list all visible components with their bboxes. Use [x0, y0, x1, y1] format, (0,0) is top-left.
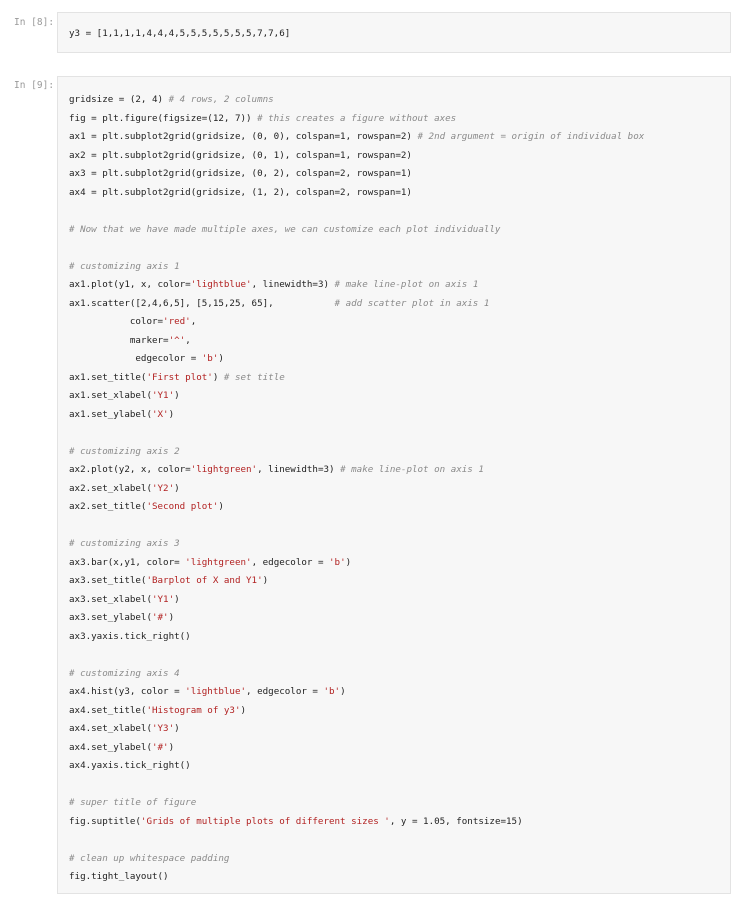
code-token: ax1.set_xlabel( — [69, 390, 152, 401]
code-line — [69, 702, 246, 720]
code-line — [69, 794, 196, 812]
code-token: y3 = [1,1,1,1,4,4,4,5,5,5,5,5,5,5,7,7,6] — [69, 28, 291, 39]
code-token: fig = plt.figure(figsize=(12, 7)) — [69, 112, 258, 124]
code-token: , edgecolor = — [251, 556, 330, 568]
code-line — [69, 554, 351, 572]
code-line — [69, 443, 180, 461]
code-token: ) — [168, 741, 175, 753]
code-token: ax3.set_xlabel( — [69, 593, 152, 605]
code-line — [69, 91, 274, 109]
code-token: gridsize = (2, 4) — [69, 94, 169, 105]
code-token: ) — [218, 501, 224, 512]
code-comment: # add scatter plot in axis 1 — [334, 297, 490, 309]
code-token: marker= — [69, 334, 169, 346]
code-line — [69, 350, 224, 368]
code-token: , — [190, 316, 197, 327]
code-token: ax3 = plt.subplot2grid(gridsize, (0, 2), colspan=2, rowspan=1) — [69, 168, 412, 179]
code-token: ax1.plot(y1, x, color= — [69, 279, 191, 290]
code-line — [69, 665, 180, 683]
code-token: ax4.set_ylabel( — [69, 741, 152, 753]
code-comment: # customizing axis 1 — [69, 260, 180, 272]
code-token: , linewidth=3) — [257, 464, 341, 475]
code-line — [69, 572, 268, 590]
code-comment: # customizing axis 4 — [69, 667, 180, 679]
code-line — [69, 221, 500, 239]
code-string: 'Y1' — [151, 593, 175, 605]
code-token: ax1.set_ylabel( — [69, 408, 152, 420]
code-comment: # set title — [223, 371, 285, 383]
code-token: ) — [174, 593, 180, 605]
code-string: 'Barplot of X and Y1' — [146, 575, 263, 586]
code-comment: # make line-plot on axis 1 — [340, 464, 484, 475]
code-token: ax3.yaxis.tick_right() — [69, 630, 191, 642]
code-token: ) — [340, 686, 346, 697]
code-token: ) — [212, 371, 224, 383]
code-token: ax2.set_xlabel( — [69, 482, 152, 494]
code-comment: # clean up whitespace padding — [69, 852, 230, 864]
code-string: 'lightblue' — [185, 686, 247, 697]
code-string: 'lightgreen' — [185, 556, 252, 568]
code-token: ax4.yaxis.tick_right() — [69, 760, 191, 771]
code-line — [69, 406, 174, 424]
code-token: ) — [240, 704, 247, 716]
code-comment: # Now that we have made multiple axes, we can customize each plot individually — [69, 223, 501, 235]
code-line — [69, 720, 180, 738]
code-token: ax1.scatter([2,4,6,5], [5,15,25, 65], — [69, 297, 335, 309]
code-input-area[interactable] — [57, 76, 731, 894]
code-string: 'red' — [163, 316, 191, 327]
code-token: ax2 = plt.subplot2grid(gridsize, (0, 1), colspan=1, rowspan=2) — [69, 149, 412, 161]
code-token: edgecolor = — [69, 353, 202, 364]
code-token: ) — [168, 612, 175, 623]
code-line — [69, 628, 191, 646]
code-input-area[interactable] — [57, 12, 731, 53]
code-token: ax4.set_title( — [69, 704, 147, 716]
code-line — [69, 757, 191, 775]
code-line — [69, 480, 180, 498]
code-comment: # 4 rows, 2 columns — [168, 94, 274, 105]
code-line — [69, 276, 478, 294]
code-line — [69, 165, 412, 183]
code-token: , y = 1.05, fontsize=15) — [389, 815, 523, 827]
code-token: ax1 = plt.subplot2grid(gridsize, (0, 0), colspan=1, rowspan=2) — [69, 131, 418, 142]
code-token: , edgecolor = — [246, 686, 324, 697]
code-token: ax3.set_ylabel( — [69, 612, 152, 623]
code-line — [69, 313, 196, 331]
code-string: 'Y3' — [151, 723, 175, 734]
code-token: , linewidth=3) — [251, 279, 335, 290]
code-string: '^' — [168, 334, 186, 346]
code-comment: # 2nd argument = origin of individual box — [417, 131, 645, 142]
code-string: 'Grids of multiple plots of different sizes ' — [140, 815, 390, 827]
code-token: ) — [174, 390, 180, 401]
code-line — [69, 332, 191, 350]
code-line — [69, 850, 229, 868]
code-token: ax3.bar(x,y1, color= — [69, 556, 186, 568]
code-string: 'b' — [201, 353, 219, 364]
code-line — [69, 387, 180, 405]
code-token: ) — [345, 556, 352, 568]
code-string: 'Second plot' — [146, 501, 219, 512]
code-comment: # this creates a figure without axes — [257, 112, 457, 124]
code-string: 'Histogram of y3' — [146, 704, 241, 716]
code-line — [69, 868, 169, 886]
cell-prompt: In [8]: — [14, 17, 55, 28]
code-string: 'Y1' — [151, 390, 175, 401]
code-token: ax3.set_title( — [69, 575, 147, 586]
code-token: fig.suptitle( — [69, 815, 141, 827]
code-comment: # customizing axis 3 — [69, 538, 180, 549]
code-token: ) — [174, 482, 180, 494]
code-comment: # super title of figure — [69, 797, 197, 808]
code-comment: # make line-plot on axis 1 — [334, 279, 479, 290]
code-line — [69, 369, 285, 387]
code-line — [69, 813, 523, 831]
code-string: 'First plot' — [146, 371, 213, 383]
code-token: ax1.set_title( — [69, 371, 147, 383]
code-line — [69, 184, 412, 202]
code-line — [69, 258, 180, 276]
code-line — [69, 498, 224, 516]
cell-prompt: In [9]: — [14, 80, 55, 91]
code-token: ax2.plot(y2, x, color= — [69, 464, 191, 475]
code-token: ax2.set_title( — [69, 501, 147, 512]
code-line — [69, 609, 174, 627]
code-line — [69, 110, 456, 128]
code-line — [69, 535, 180, 553]
code-line — [69, 128, 644, 146]
code-string: 'lightblue' — [190, 279, 252, 290]
code-line — [69, 683, 346, 701]
code-string: 'b' — [329, 556, 346, 568]
code-token: color= — [69, 316, 164, 327]
code-token: ) — [168, 408, 175, 420]
code-line — [69, 25, 290, 43]
code-token: ) — [262, 575, 269, 586]
code-line — [69, 295, 489, 313]
code-string: '#' — [151, 741, 169, 753]
code-token: fig.tight_layout() — [69, 871, 169, 882]
code-string: 'b' — [323, 686, 341, 697]
code-line — [69, 147, 412, 165]
code-comment: # customizing axis 2 — [69, 445, 180, 457]
code-token: ) — [174, 723, 180, 734]
code-token: ax4.hist(y3, color = — [69, 686, 186, 697]
code-string: 'X' — [151, 408, 169, 420]
code-line — [69, 461, 484, 479]
code-line — [69, 591, 180, 609]
code-token: ) — [218, 353, 224, 364]
code-string: 'lightgreen' — [190, 464, 258, 475]
code-token: ax4.set_xlabel( — [69, 723, 152, 734]
code-string: '#' — [151, 612, 169, 623]
code-token: ax4 = plt.subplot2grid(gridsize, (1, 2), colspan=2, rowspan=1) — [69, 186, 412, 198]
code-token: , — [185, 334, 191, 346]
code-string: 'Y2' — [151, 482, 175, 494]
code-line — [69, 739, 174, 757]
